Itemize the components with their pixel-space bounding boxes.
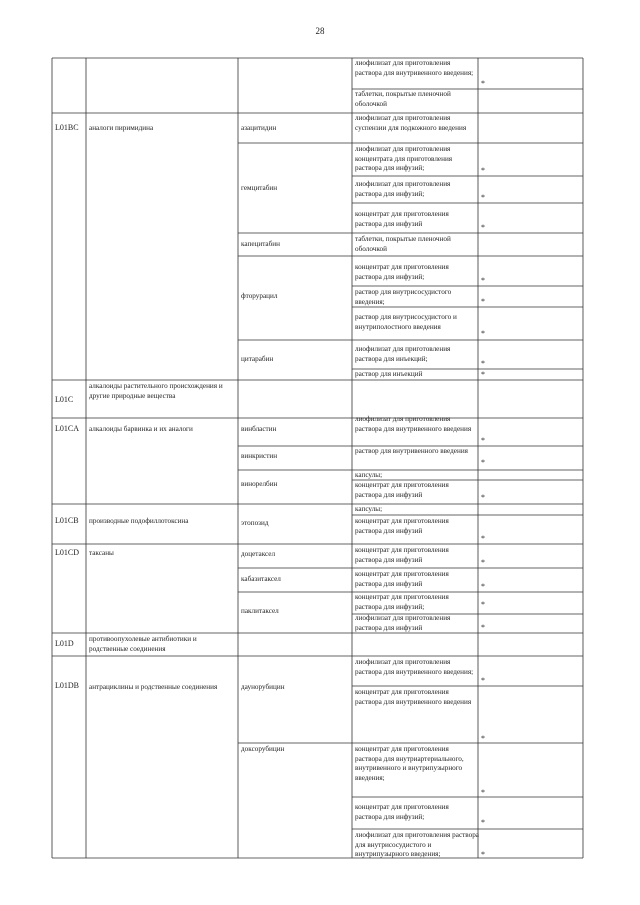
vital-mark: * bbox=[481, 850, 485, 859]
form-text: капсулы; bbox=[355, 471, 383, 479]
vital-mark: * bbox=[481, 436, 485, 445]
form-text: концентрат для приготовления раствора для инфузий; bbox=[355, 263, 449, 281]
form-text: концентрат для приготовления раствора для инфузий bbox=[355, 570, 449, 588]
form-text: раствор для внутрисосудистого и внутриполостного введения bbox=[355, 313, 457, 331]
atc-code: L01CD bbox=[55, 548, 79, 557]
atc-group: алкалоиды растительного происхождения и другие природные вещества bbox=[89, 382, 223, 400]
vital-mark: * bbox=[481, 582, 485, 591]
form-text: лиофилизат для приготовления раствора для внутрисосудистого и внутрипузырного введения; bbox=[355, 831, 479, 859]
atc-code: L01BC bbox=[55, 123, 79, 132]
vital-mark: * bbox=[481, 223, 485, 232]
vital-mark: * bbox=[481, 79, 485, 88]
form-text: лиофилизат для приготовления раствора для внутривенного введения bbox=[355, 415, 472, 433]
atc-group: таксаны bbox=[89, 549, 114, 557]
drug-name: винбластин bbox=[241, 425, 277, 433]
drug-name: азацитидин bbox=[241, 124, 277, 132]
vital-mark: * bbox=[481, 493, 485, 502]
form-text: лиофилизат для приготовления раствора для инфузий bbox=[355, 614, 451, 632]
form-text: лиофилизат для приготовления раствора для инфузий; bbox=[355, 180, 451, 198]
form-text: лиофилизат для приготовления раствора для внутривенного введения; bbox=[355, 59, 474, 77]
form-text: лиофилизат для приготовления суспензии для подкожного введения bbox=[355, 114, 467, 132]
drug-name: капецитабин bbox=[241, 240, 280, 248]
drug-name: доксорубицин bbox=[241, 745, 285, 753]
vital-mark: * bbox=[481, 676, 485, 685]
atc-code: L01D bbox=[55, 639, 74, 648]
form-text: концентрат для приготовления раствора для внутриартериального, внутривенного и внутрипузырного введения; bbox=[355, 745, 464, 782]
atc-code: L01DB bbox=[55, 681, 79, 690]
vital-mark: * bbox=[481, 276, 485, 285]
form-text: концентрат для приготовления раствора для инфузий bbox=[355, 517, 449, 535]
vital-mark: * bbox=[481, 734, 485, 743]
vital-mark: * bbox=[481, 534, 485, 543]
vital-mark: * bbox=[481, 359, 485, 368]
atc-group: производные подофиллотоксина bbox=[89, 517, 189, 525]
drug-name: даунорубицин bbox=[241, 683, 285, 691]
drug-name: паклитаксел bbox=[241, 607, 279, 615]
form-text: концентрат для приготовления раствора для инфузий; bbox=[355, 803, 449, 821]
vital-mark: * bbox=[481, 623, 485, 632]
form-text: концентрат для приготовления раствора для инфузий bbox=[355, 546, 449, 564]
vital-mark: * bbox=[481, 329, 485, 338]
vital-mark: * bbox=[481, 600, 485, 609]
form-text: раствор для внутривенного введения bbox=[355, 447, 468, 455]
form-text: концентрат для приготовления раствора для инфузий bbox=[355, 210, 449, 228]
form-text: раствор для инъекций bbox=[355, 370, 423, 378]
form-text: таблетки, покрытые пленочной оболочкой bbox=[355, 90, 451, 108]
drug-name: винорелбин bbox=[241, 480, 278, 488]
drug-name: винкристин bbox=[241, 452, 278, 460]
vital-mark: * bbox=[481, 370, 485, 379]
atc-code: L01CA bbox=[55, 424, 79, 433]
atc-group: аналоги пиримидина bbox=[89, 124, 154, 132]
vital-mark: * bbox=[481, 193, 485, 202]
atc-group: антрациклины и родственные соединения bbox=[89, 683, 218, 691]
vital-mark: * bbox=[481, 297, 485, 306]
form-text: капсулы; bbox=[355, 505, 383, 513]
drug-name: фторурацил bbox=[241, 292, 278, 300]
vital-mark: * bbox=[481, 458, 485, 467]
vital-mark: * bbox=[481, 558, 485, 567]
vital-mark: * bbox=[481, 818, 485, 827]
vital-mark: * bbox=[481, 166, 485, 175]
form-text: лиофилизат для приготовления раствора для внутривенного введения; bbox=[355, 658, 474, 676]
vital-mark: * bbox=[481, 788, 485, 797]
atc-code: L01CB bbox=[55, 516, 79, 525]
drug-name: кабазитаксел bbox=[241, 575, 281, 583]
form-text: концентрат для приготовления раствора для инфузий; bbox=[355, 593, 449, 611]
form-text: лиофилизат для приготовления раствора для инъекций; bbox=[355, 345, 451, 363]
drug-name: этопозид bbox=[241, 519, 269, 527]
atc-group: противоопухолевые антибиотики и родственные соединения bbox=[89, 635, 197, 653]
drug-name: цитарабин bbox=[241, 355, 274, 363]
atc-code: L01C bbox=[55, 395, 74, 404]
atc-group: алкалоиды барвинка и их аналоги bbox=[89, 425, 193, 433]
form-text: таблетки, покрытые пленочной оболочкой bbox=[355, 235, 451, 253]
drug-name: доцетаксел bbox=[241, 550, 276, 558]
form-text: концентрат для приготовления раствора для внутривенного введения bbox=[355, 688, 472, 706]
form-text: концентрат для приготовления раствора для инфузий bbox=[355, 481, 449, 499]
page-number: 28 bbox=[315, 26, 325, 36]
form-text: лиофилизат для приготовления концентрата для приготовления раствора для инфузий; bbox=[355, 145, 453, 173]
form-text: раствор для внутрисосудистого введения; bbox=[355, 288, 452, 306]
drug-name: гемцитабин bbox=[241, 184, 278, 192]
